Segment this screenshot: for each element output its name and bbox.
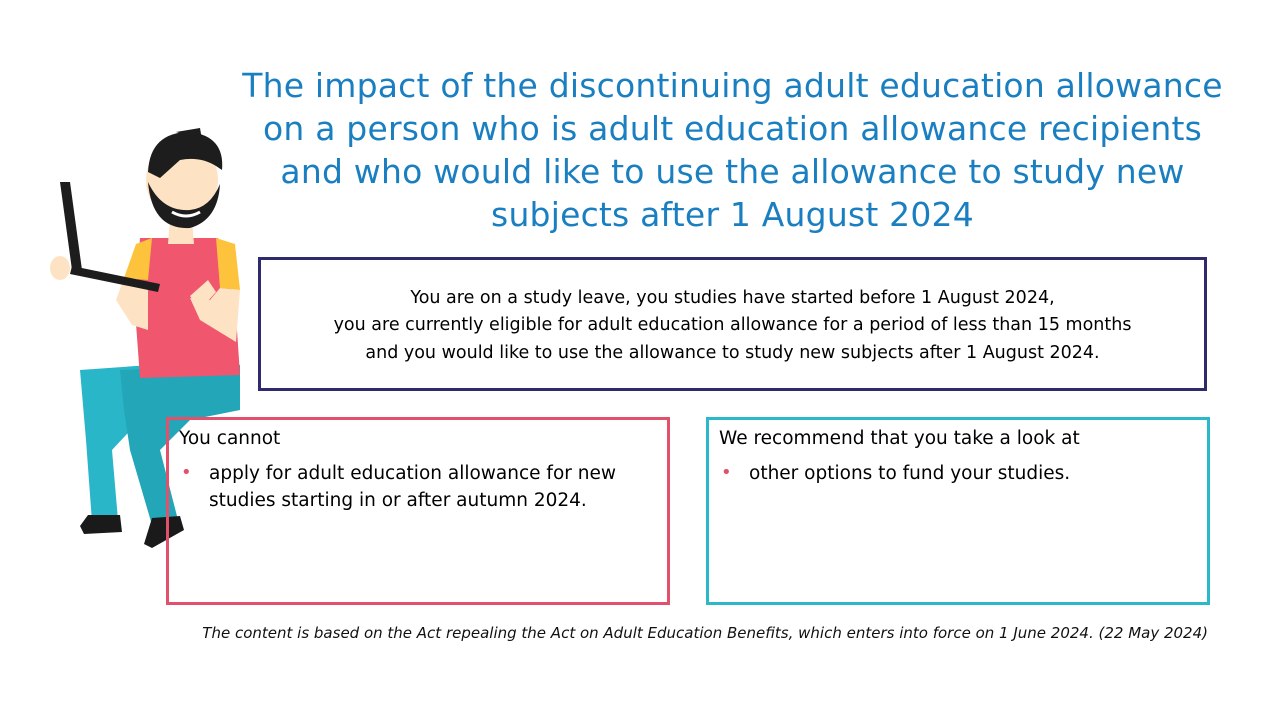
list-item	[719, 460, 1197, 487]
situation-line: you are currently eligible for adult education allowance for a period of less than 15 months	[333, 315, 1132, 336]
situation-line: You are on a study leave, you studies have started before 1 August 2024,	[410, 287, 1055, 308]
bullet-icon: •	[721, 462, 732, 483]
cannot-box	[166, 417, 670, 605]
recommend-list	[719, 460, 1197, 487]
cannot-heading: You cannot	[179, 428, 281, 449]
situation-line: and you would like to use the allowance to study new subjects after 1 August 2024.	[365, 342, 1100, 363]
cannot-bullet-text: apply for adult education allowance for new studies starting in or after autumn 2024.	[209, 463, 616, 511]
recommend-bullet-text: other options to fund your studies.	[749, 463, 1071, 484]
footnote: The content is based on the Act repealing the Act on Adult Education Benefits, which enters into force on 1 June 2024. (22 May 2024)	[202, 624, 1208, 642]
bullet-icon: •	[181, 462, 192, 483]
list-item	[179, 460, 657, 514]
situation-text	[334, 285, 1132, 368]
cannot-list	[179, 460, 657, 514]
situation-box	[258, 257, 1207, 391]
recommend-heading: We recommend that you take a look at	[719, 428, 1080, 449]
recommend-box	[706, 417, 1210, 605]
page-title: The impact of the discontinuing adult education allowance on a person who is adult education allowance recipients and who would like to use the allowance to study new subjects after 1 August 2024	[242, 66, 1223, 234]
